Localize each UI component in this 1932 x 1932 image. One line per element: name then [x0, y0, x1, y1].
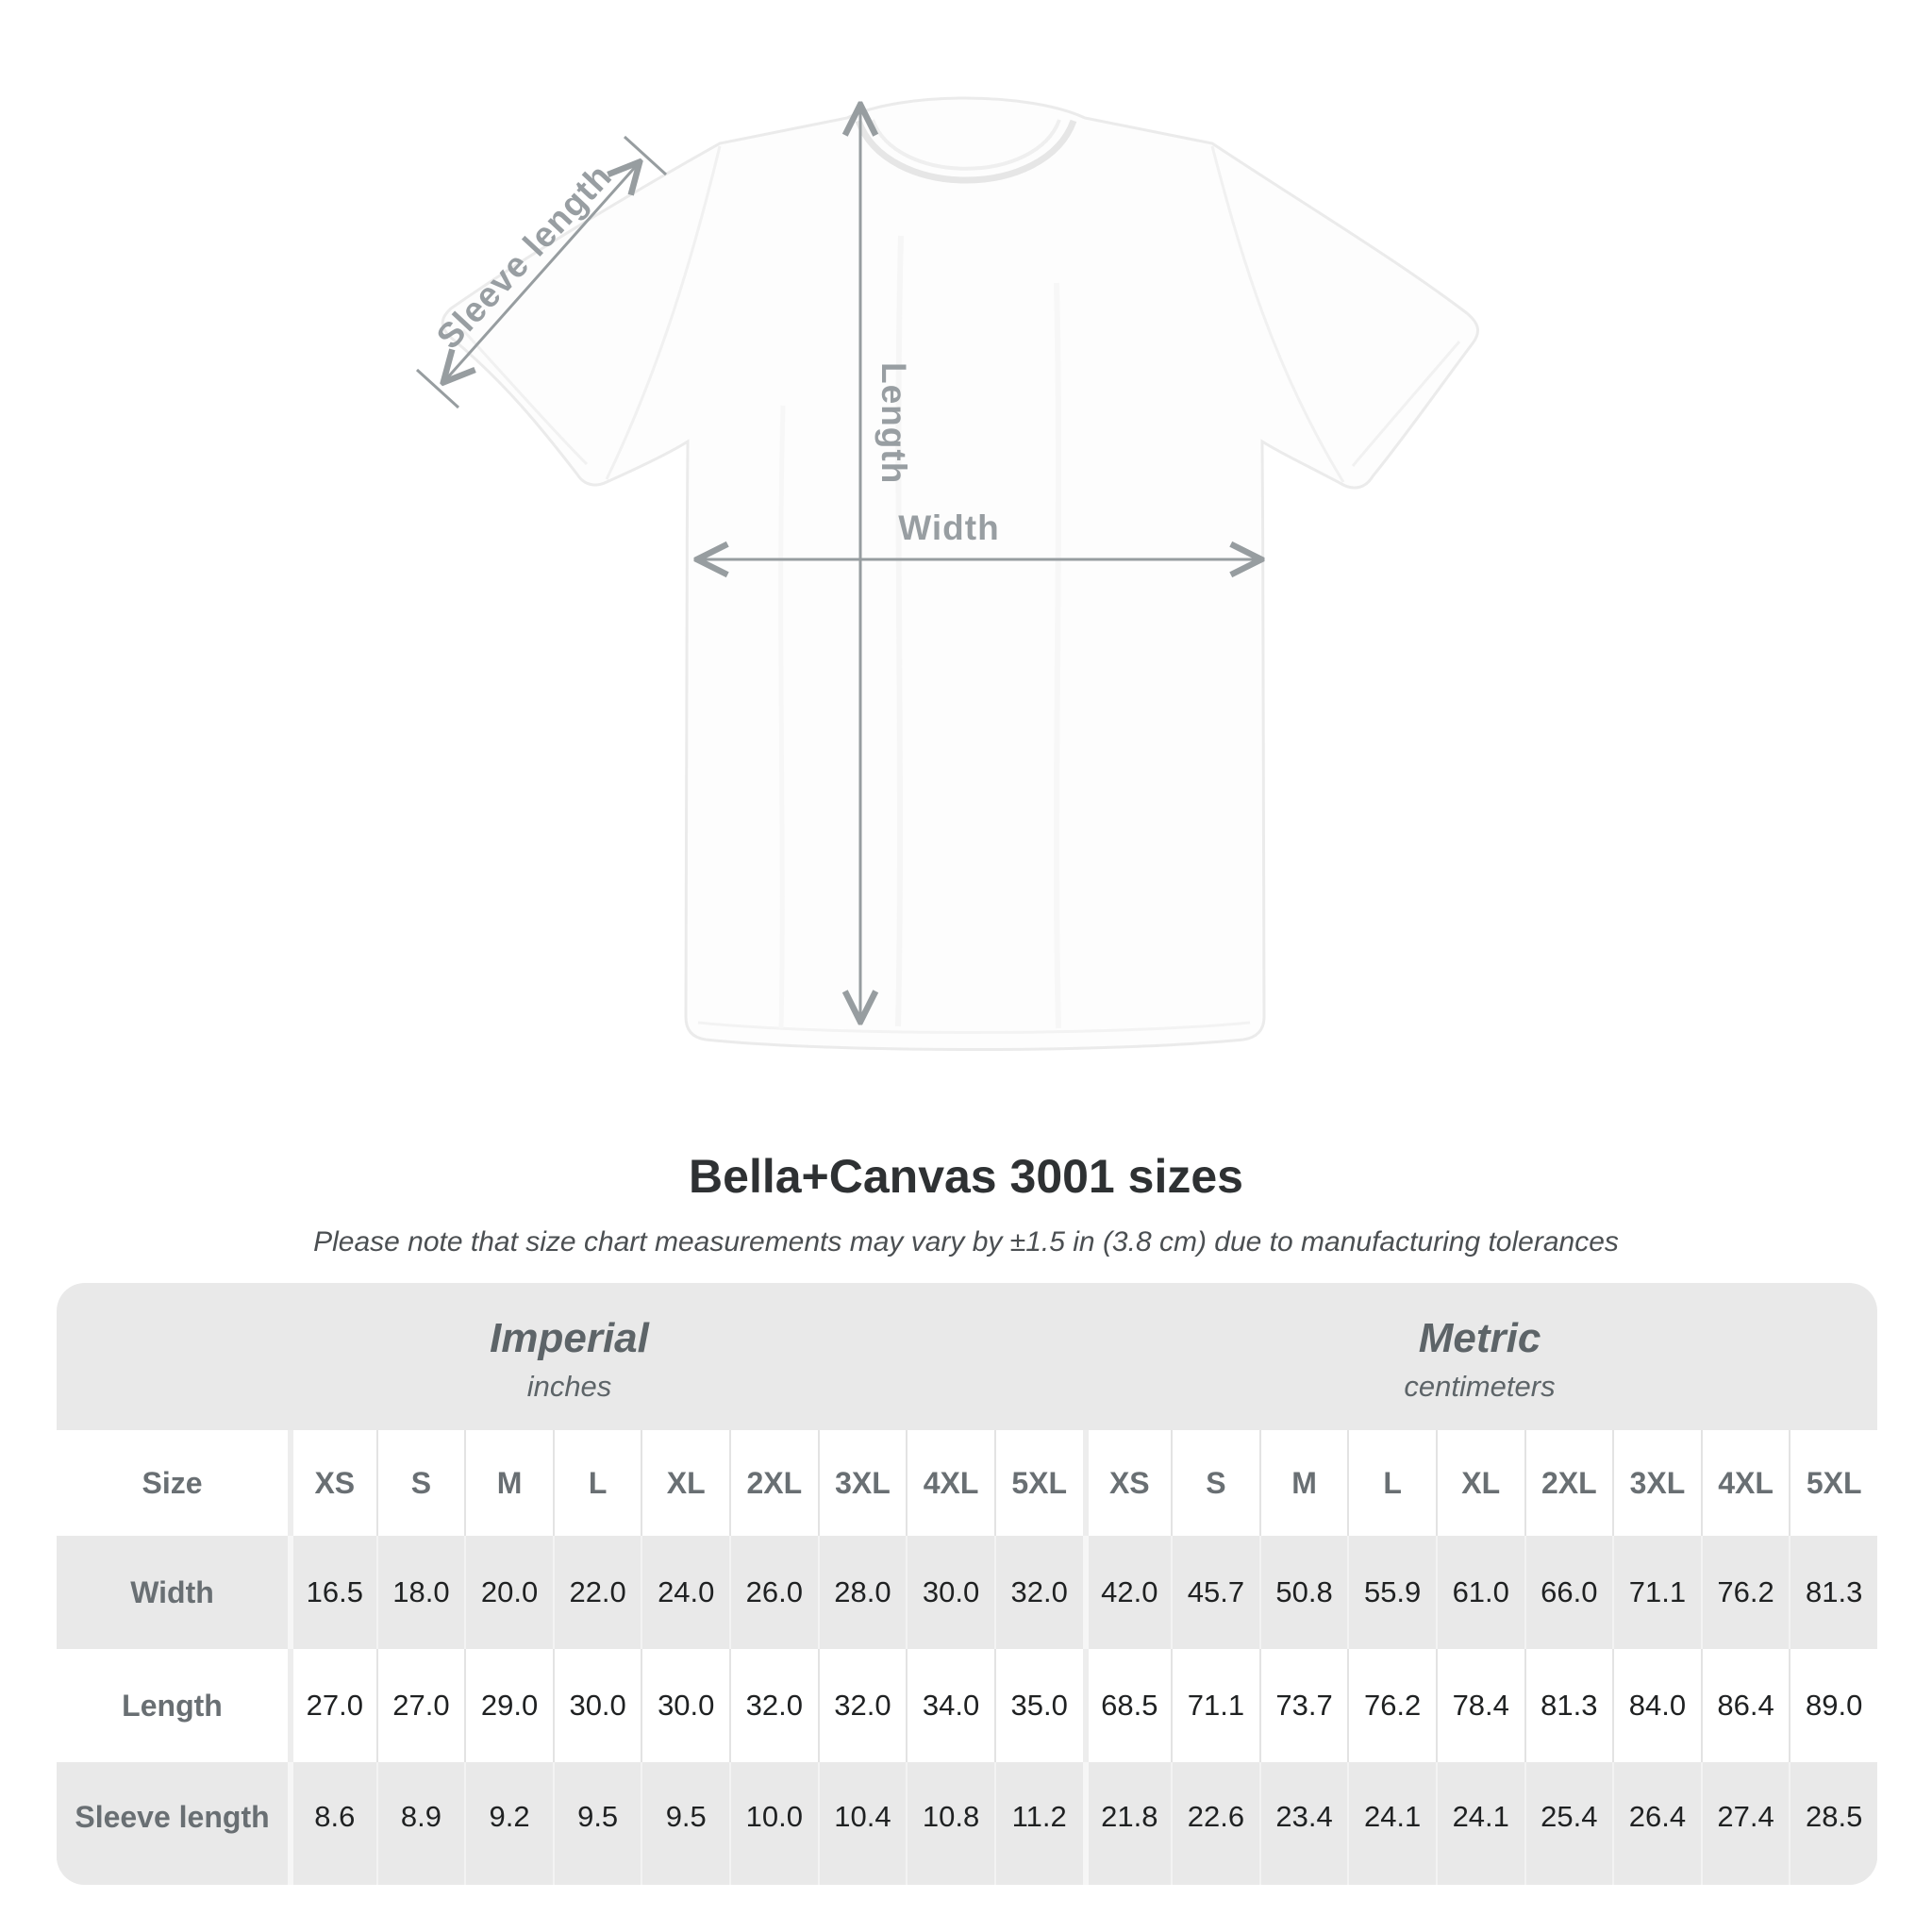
measurement-value-cell: 26.4 — [1612, 1762, 1701, 1885]
measurement-value-cell: 50.8 — [1259, 1536, 1348, 1649]
measurement-value-cell: 45.7 — [1171, 1536, 1259, 1649]
measurement-value-cell: 24.0 — [641, 1536, 729, 1649]
measurement-value-cell: 61.0 — [1436, 1536, 1524, 1649]
measurement-value-cell: 23.4 — [1259, 1762, 1348, 1885]
row-label-cell: Length — [57, 1649, 288, 1762]
length-label: Length — [874, 362, 913, 485]
measurement-value-cell: 22.6 — [1171, 1762, 1259, 1885]
measurement-value-cell: 55.9 — [1347, 1536, 1436, 1649]
measurement-value-cell: 21.8 — [1083, 1762, 1172, 1885]
measurement-value-cell: 32.0 — [994, 1536, 1083, 1649]
measurement-value-cell: 25.4 — [1524, 1762, 1613, 1885]
measurement-value-cell: 30.0 — [906, 1536, 994, 1649]
size-header-cell: 3XL — [818, 1430, 907, 1536]
measurement-value-cell: 26.0 — [729, 1536, 818, 1649]
measurement-value-cell: 34.0 — [906, 1649, 994, 1762]
measurement-value-cell: 32.0 — [818, 1649, 907, 1762]
metric-group-header — [1082, 1283, 1877, 1430]
measurement-value-cell: 16.5 — [288, 1536, 376, 1649]
size-header-cell: M — [1259, 1430, 1348, 1536]
measurement-value-cell: 8.9 — [376, 1762, 465, 1885]
measurement-value-cell: 78.4 — [1436, 1649, 1524, 1762]
size-table — [57, 1283, 1877, 1885]
measurement-value-cell: 20.0 — [464, 1536, 553, 1649]
measurement-value-cell: 86.4 — [1701, 1649, 1790, 1762]
measurement-value-cell: 84.0 — [1612, 1649, 1701, 1762]
measurement-value-cell: 24.1 — [1436, 1762, 1524, 1885]
measurement-value-cell: 9.5 — [553, 1762, 641, 1885]
size-header-cell: 4XL — [906, 1430, 994, 1536]
size-header-cell: XL — [1436, 1430, 1524, 1536]
imperial-group-label: Imperial — [490, 1315, 649, 1361]
measurement-value-cell: 27.4 — [1701, 1762, 1790, 1885]
sleeve-arrow-start-tick — [625, 137, 666, 175]
size-header-cell: S — [376, 1430, 465, 1536]
row-label-cell: Sleeve length — [57, 1762, 288, 1885]
measurement-value-cell: 28.5 — [1789, 1762, 1877, 1885]
size-table-grid — [57, 1430, 1877, 1885]
size-header-cell: M — [464, 1430, 553, 1536]
size-header-cell: 2XL — [1524, 1430, 1613, 1536]
size-header-cell: XS — [1083, 1430, 1172, 1536]
sleeve-length-label: Sleeve length — [428, 156, 620, 357]
measurement-value-cell: 30.0 — [641, 1649, 729, 1762]
measurement-value-cell: 66.0 — [1524, 1536, 1613, 1649]
measurement-value-cell: 9.5 — [641, 1762, 729, 1885]
measurement-value-cell: 28.0 — [818, 1536, 907, 1649]
tshirt-shape — [442, 98, 1477, 1050]
measurement-value-cell: 73.7 — [1259, 1649, 1348, 1762]
unit-group-band — [57, 1283, 1877, 1430]
tolerance-note: Please note that size chart measurements may vary by ±1.5 in (3.8 cm) due to manufacturing tolerances — [313, 1226, 1619, 1257]
imperial-group-header — [57, 1283, 1082, 1430]
size-header-cell: S — [1171, 1430, 1259, 1536]
size-header-cell: 5XL — [1789, 1430, 1877, 1536]
size-column-header: Size — [57, 1430, 288, 1536]
measurement-value-cell: 29.0 — [464, 1649, 553, 1762]
measurement-value-cell: 71.1 — [1171, 1649, 1259, 1762]
size-header-cell: 5XL — [994, 1430, 1083, 1536]
measurement-value-cell: 76.2 — [1701, 1536, 1790, 1649]
measurement-value-cell: 18.0 — [376, 1536, 465, 1649]
sleeve-arrow-end-tick — [417, 370, 458, 408]
size-header-cell: L — [1347, 1430, 1436, 1536]
measurement-value-cell: 76.2 — [1347, 1649, 1436, 1762]
size-header-cell: 4XL — [1701, 1430, 1790, 1536]
measurement-value-cell: 10.0 — [729, 1762, 818, 1885]
imperial-group-unit: inches — [526, 1370, 612, 1403]
size-header-cell: 2XL — [729, 1430, 818, 1536]
measurement-value-cell: 22.0 — [553, 1536, 641, 1649]
measurement-value-cell: 11.2 — [994, 1762, 1083, 1885]
size-header-cell: 3XL — [1612, 1430, 1701, 1536]
measurement-value-cell: 35.0 — [994, 1649, 1083, 1762]
page-title: Bella+Canvas 3001 sizes — [689, 1150, 1243, 1203]
width-label: Width — [898, 508, 1000, 547]
measurement-value-cell: 81.3 — [1524, 1649, 1613, 1762]
measurement-value-cell: 9.2 — [464, 1762, 553, 1885]
measurement-value-cell: 27.0 — [288, 1649, 376, 1762]
measurement-value-cell: 27.0 — [376, 1649, 465, 1762]
size-header-cell: XL — [641, 1430, 729, 1536]
measurement-value-cell: 10.8 — [906, 1762, 994, 1885]
measurement-value-cell: 42.0 — [1083, 1536, 1172, 1649]
measurement-value-cell: 30.0 — [553, 1649, 641, 1762]
measurement-value-cell: 8.6 — [288, 1762, 376, 1885]
measurement-value-cell: 10.4 — [818, 1762, 907, 1885]
size-header-cell: XS — [288, 1430, 376, 1536]
measurement-value-cell: 32.0 — [729, 1649, 818, 1762]
row-label-cell: Width — [57, 1536, 288, 1649]
measurement-value-cell: 81.3 — [1789, 1536, 1877, 1649]
metric-group-label: Metric — [1418, 1315, 1541, 1361]
measurement-value-cell: 24.1 — [1347, 1762, 1436, 1885]
size-header-cell: L — [553, 1430, 641, 1536]
measurement-value-cell: 71.1 — [1612, 1536, 1701, 1649]
measurement-value-cell: 89.0 — [1789, 1649, 1877, 1762]
metric-group-unit: centimeters — [1404, 1370, 1556, 1403]
measurement-value-cell: 68.5 — [1083, 1649, 1172, 1762]
